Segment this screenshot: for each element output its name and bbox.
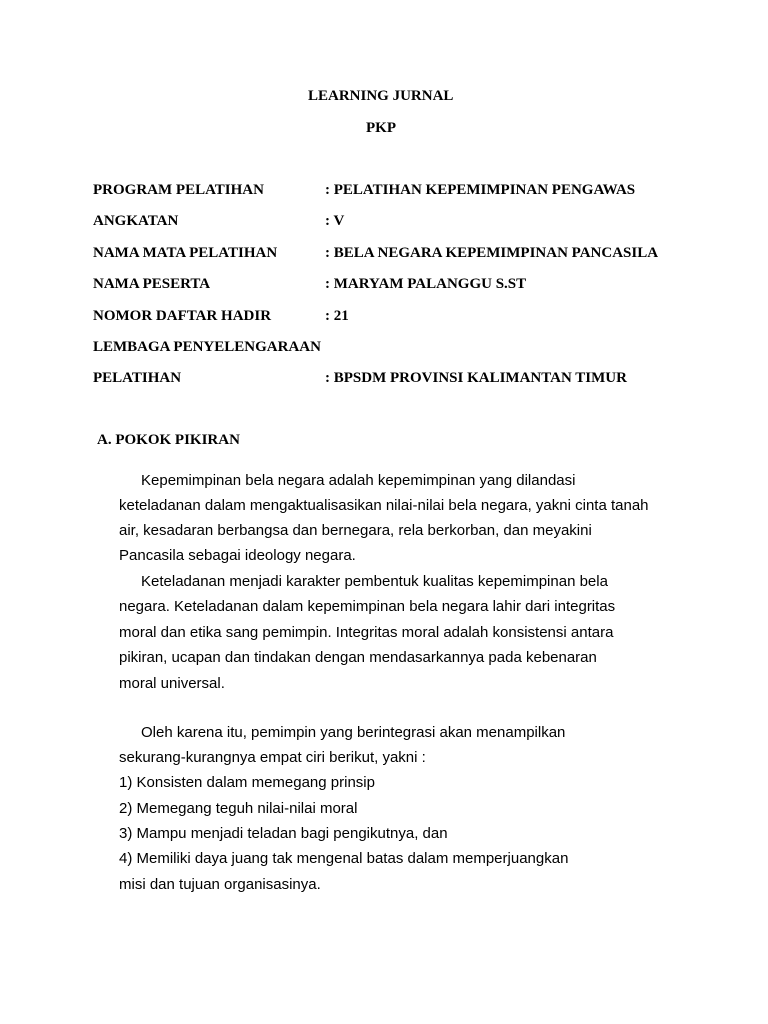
list-item: 3) Mampu menjadi teladan bagi pengikutnya, dan [119,825,448,842]
info-value-peserta: : MARYAM PALANGGU S.ST [325,276,527,292]
list-item: 4) Memiliki daya juang tak mengenal batas dalam memperjuangkan [119,850,569,867]
list-item: 1) Konsisten dalam memegang prinsip [119,774,375,791]
section-heading: A. POKOK PIKIRAN [97,432,240,448]
info-label-program: PROGRAM PELATIHAN [93,182,264,198]
info-value-angkatan: : V [325,213,345,229]
text-line: Kepemimpinan bela negara adalah kepemimpinan yang dilandasi [141,472,576,489]
info-value-pelatihan: : BPSDM PROVINSI KALIMANTAN TIMUR [325,370,627,386]
text-line: moral universal. [119,675,225,692]
info-label-mata-pelatihan: NAMA MATA PELATIHAN [93,245,278,261]
text-line: keteladanan dalam mengaktualisasikan nilai-nilai bela negara, yakni cinta tanah [119,497,649,514]
document-title: LEARNING JURNAL [308,88,454,104]
document-subtitle: PKP [366,120,396,136]
info-label-peserta: NAMA PESERTA [93,276,211,292]
text-line: Keteladanan menjadi karakter pembentuk kualitas kepemimpinan bela [141,573,608,590]
list-item: misi dan tujuan organisasinya. [119,876,321,893]
info-label-nomor-hadir: NOMOR DAFTAR HADIR [93,308,272,324]
text-line: sekurang-kurangnya empat ciri berikut, yakni : [119,749,426,766]
list-item: 2) Memegang teguh nilai-nilai moral [119,800,358,817]
info-label-pelatihan: PELATIHAN [93,370,182,386]
text-line: Pancasila sebagai ideology negara. [119,547,356,564]
info-label-lembaga: LEMBAGA PENYELENGARAAN [93,339,321,355]
text-line: moral dan etika sang pemimpin. Integritas moral adalah konsistensi antara [119,624,614,641]
info-value-mata-pelatihan: : BELA NEGARA KEPEMIMPINAN PANCASILA [325,245,659,261]
text-line: pikiran, ucapan dan tindakan dengan mendasarkannya pada kebenaran [119,649,597,666]
text-line: air, kesadaran berbangsa dan bernegara, rela berkorban, dan meyakini [119,522,592,539]
info-label-angkatan: ANGKATAN [93,213,179,229]
text-line: negara. Keteladanan dalam kepemimpinan bela negara lahir dari integritas [119,598,616,615]
info-value-program: : PELATIHAN KEPEMIMPINAN PENGAWAS [325,182,636,198]
info-value-nomor-hadir: : 21 [325,308,349,324]
text-line: Oleh karena itu, pemimpin yang berintegrasi akan menampilkan [141,724,566,741]
